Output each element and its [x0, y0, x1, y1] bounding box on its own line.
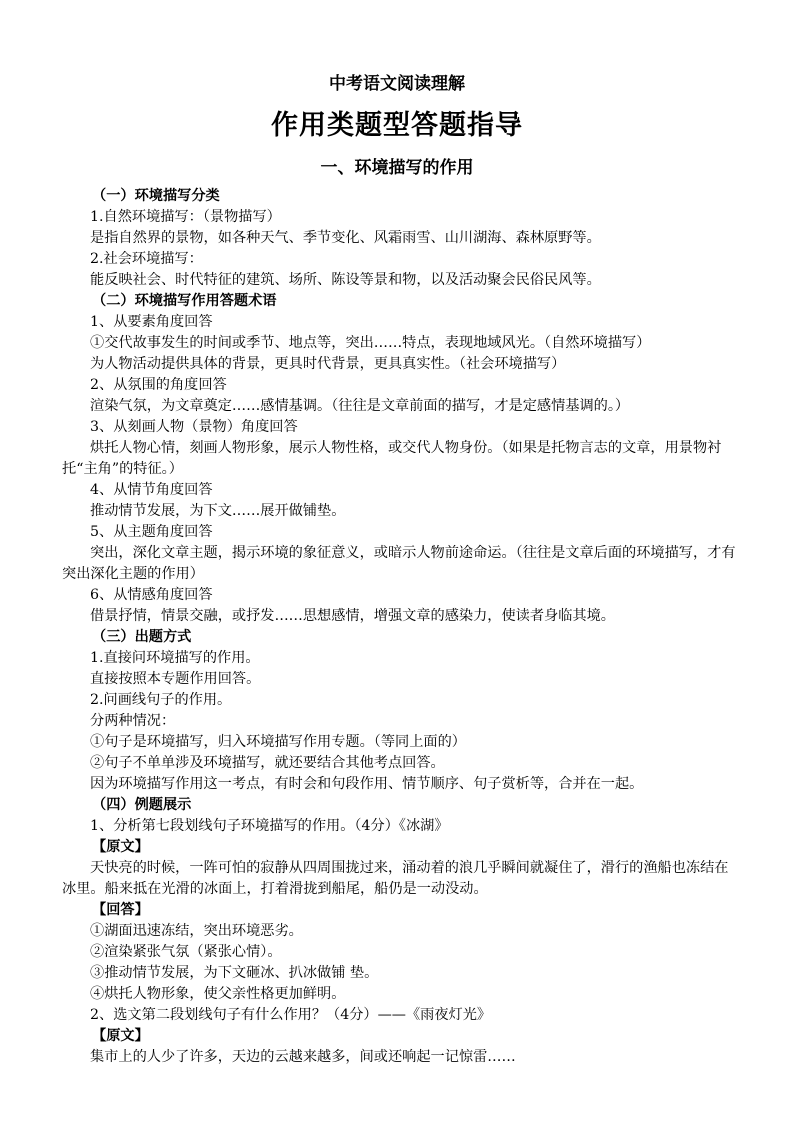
- page-title: 作用类题型答题指导: [271, 110, 523, 141]
- subsection-heading: （二）环境描写作用答题术语: [92, 293, 277, 309]
- body-line: 2、从氛围的角度回答: [90, 377, 227, 393]
- body-line: ④烘托人物形象，使父亲性格更加鲜明。: [90, 986, 346, 1002]
- body-line: 1.自然环境描写：（景物描写）: [90, 209, 281, 225]
- body-line: ①湖面迅速冻结，突出环境恶劣。: [90, 923, 303, 939]
- body-line: 集市上的人少了许多，天边的云越来越多，间或还响起一记惊雷……: [90, 1049, 516, 1065]
- subsection-heading: （一）环境描写分类: [92, 188, 220, 204]
- body-line: 直接按照本专题作用回答。: [90, 671, 261, 687]
- body-line: 5、从主题角度回答: [90, 524, 213, 540]
- body-line: 4、从情节角度回答: [90, 482, 213, 498]
- body-line: 1.直接问环境描写的作用。: [90, 650, 260, 666]
- body-line: 借景抒情，情景交融，或抒发……思想感情，增强文章的感染力，使读者身临其境。: [90, 608, 615, 624]
- body-line: 2、选文第二段划线句子有什么作用？（4分）——《雨夜灯光》: [90, 1007, 492, 1023]
- bracket-label: 【原文】: [92, 839, 149, 855]
- body-line: 渲染气氛，为文章奠定……感情基调。（往往是文章前面的描写，才是定感情基调的。）: [90, 398, 630, 414]
- subsection-heading: （三）出题方式: [92, 629, 192, 645]
- bracket-label: 【回答】: [92, 902, 149, 918]
- body-line: 1、从要素角度回答: [90, 314, 213, 330]
- body-line: 1、分析第七段划线句子环境描写的作用。（4分）《冰湖》: [90, 818, 449, 834]
- body-line: 能反映社会、时代特征的建筑、场所、陈设等景和物，以及活动聚会民俗民风等。: [90, 272, 601, 288]
- bracket-label: 【原文】: [92, 1028, 149, 1044]
- body-line: 分两种情况：: [90, 713, 176, 729]
- body-paragraph: 烘托人物心情，刻画人物形象，展示人物性格，或交代人物身份。（如果是托物言志的文章，用景物衬托“主角”的特征。）: [62, 440, 722, 477]
- body-line: 为人物活动提供具体的背景，更具时代背景，更具真实性。（社会环境描写）: [90, 356, 566, 372]
- body-line: 是指自然界的景物，如各种天气、季节变化、风霜雨雪、山川湖海、森林原野等。: [90, 230, 601, 246]
- body-line: 6、从情感角度回答: [90, 587, 213, 603]
- body-line: ③推动情节发展，为下文砸冰、扒冰做铺 垫。: [90, 965, 379, 981]
- body-line: 因为环境描写作用这一考点，有时会和句段作用、情节顺序、句子赏析等，合并在一起。: [90, 776, 644, 792]
- body-line: 3、从刻画人物（景物）角度回答: [90, 419, 298, 435]
- body-line: ②渲染紧张气氛（紧张心情）。: [90, 944, 282, 960]
- body-line: 2.社会环境描写：: [90, 251, 203, 267]
- section-heading: 一、环境描写的作用: [320, 158, 474, 178]
- body-line: ②句子不单单涉及环境描写，就还要结合其他考点回答。: [90, 755, 445, 771]
- body-line: 2.问画线句子的作用。: [90, 692, 232, 708]
- body-line: ①交代故事发生的时间或季节、地点等，突出……特点，表现地域风光。（自然环境描写）: [90, 335, 651, 351]
- body-paragraph: 突出，深化文章主题，揭示环境的象征意义，或暗示人物前途命运。（往往是文章后面的环境描写，才有突出深化主题的作用）: [62, 545, 736, 582]
- subtitle-heading: 中考语文阅读理解: [329, 74, 465, 94]
- subsection-heading: （四）例题展示: [92, 797, 192, 813]
- body-line: 推动情节发展，为下文……展开做铺垫。: [90, 503, 346, 519]
- body-line: ①句子是环境描写，归入环境描写作用专题。（等同上面的）: [90, 734, 466, 750]
- body-paragraph: 天快亮的时候，一阵可怕的寂静从四周围拢过来，涌动着的浪几乎瞬间就凝住了，滑行的渔船也冻结在冰里。船来抵在光滑的冰面上，打着滑拢到船尾，船仍是一动没动。: [62, 860, 729, 897]
